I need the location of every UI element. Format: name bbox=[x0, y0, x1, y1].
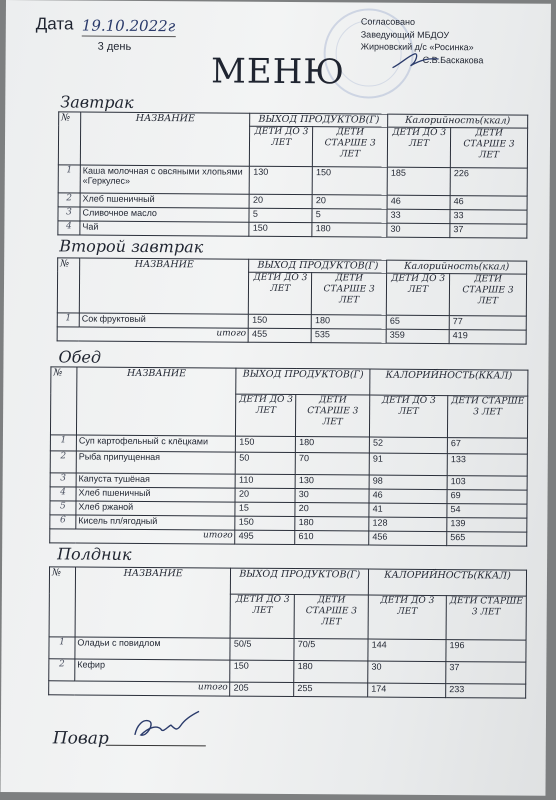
col-output-under3: ДЕТИ ДО 3 ЛЕТ bbox=[250, 126, 313, 166]
col-cal-under3: ДЕТИ ДО 3 ЛЕТ bbox=[387, 127, 450, 167]
table-row: 4 Хлеб пшеничный 20 30 46 69 bbox=[50, 487, 527, 504]
col-name: НАЗВАНИЕ bbox=[80, 112, 250, 166]
col-output-under3: ДЕТИ ДО 3 ЛЕТ bbox=[236, 394, 296, 436]
snack-table bbox=[48, 566, 527, 698]
col-output-over3: ДЕТИ СТАРШЕ 3 ЛЕТ bbox=[294, 595, 368, 640]
table-row: 5 Хлеб ржаной 15 20 41 54 bbox=[50, 501, 527, 518]
table-row: 2 Кефир 150 180 30 37 bbox=[49, 659, 526, 684]
col-cal-over3: ДЕТИ СТАРШЕ 3 ЛЕТ bbox=[447, 396, 527, 439]
date-value: 19.10.2022г bbox=[82, 17, 176, 38]
table-row: 1 Сок фруктовый 150 180 65 77 bbox=[57, 313, 526, 330]
col-output: ВЫХОД ПРОДУКТОВ(Г) bbox=[231, 568, 369, 595]
col-output: ВЫХОД ПРОДУКТОВ(Г) bbox=[236, 368, 370, 395]
cook-label: Повар bbox=[52, 728, 109, 749]
col-output-under3: ДЕТИ ДО 3 ЛЕТ bbox=[230, 594, 294, 638]
table-row: 2 Рыба припущенная 50 70 91 133 bbox=[50, 451, 527, 476]
table-row: 2 Хлеб пшеничный 20 20 46 46 bbox=[58, 193, 527, 210]
table-row: 1 Суп картофельный с клёцками 150 180 52 67 bbox=[50, 435, 527, 454]
col-cal-under3: ДЕТИ ДО 3 ЛЕТ bbox=[368, 595, 446, 640]
col-cal-under3: ДЕТИ ДО 3 ЛЕТ bbox=[370, 395, 448, 438]
col-name: НАЗВАНИЕ bbox=[75, 567, 231, 638]
section-title-snack: Полдник bbox=[57, 544, 132, 564]
col-output-over3: ДЕТИ СТАРШЕ 3 ЛЕТ bbox=[296, 395, 370, 438]
section-title-breakfast: Завтрак bbox=[60, 92, 134, 112]
breakfast-table bbox=[57, 111, 528, 238]
cook-signature bbox=[129, 705, 209, 746]
day-label: 3 день bbox=[97, 40, 132, 53]
second-breakfast-table bbox=[57, 257, 528, 344]
col-name: НАЗВАНИЕ bbox=[76, 367, 236, 436]
approver-name: С.В.Баскакова bbox=[422, 54, 484, 65]
col-output: ВЫХОД ПРОДУКТОВ(Г) bbox=[249, 259, 387, 273]
lunch-table bbox=[49, 366, 528, 546]
date-label: Дата bbox=[35, 14, 74, 34]
col-num: № bbox=[57, 258, 79, 313]
col-output-under3: ДЕТИ ДО 3 ЛЕТ bbox=[249, 272, 312, 314]
col-cal-over3: ДЕТИ СТАРШЕ 3 ЛЕТ bbox=[446, 596, 526, 641]
table-row: 1 Каша молочная с овсяными хлопьями «Геркулес» 130 150 185 226 bbox=[58, 165, 527, 196]
col-calories: Калорийность(ккал) bbox=[387, 260, 527, 274]
table-row: 4 Чай 150 180 30 37 bbox=[58, 221, 527, 238]
total-row: итого 495 610 456 565 bbox=[50, 529, 527, 546]
col-cal-over3: ДЕТИ СТАРШЕ 3 ЛЕТ bbox=[449, 274, 526, 317]
approval-line-3: Жирновский д/с «Росинка» bbox=[360, 41, 474, 53]
table-row: 6 Кисель пл/ягодный 150 180 128 139 bbox=[50, 515, 527, 532]
total-row: итого 205 255 174 233 bbox=[49, 681, 526, 698]
col-output-over3: ДЕТИ СТАРШЕ 3 ЛЕТ bbox=[312, 273, 387, 316]
table-row: 3 Сливочное масло 5 5 33 33 bbox=[58, 207, 527, 224]
col-num: № bbox=[58, 112, 80, 165]
approval-line-1: Согласовано bbox=[360, 16, 416, 27]
table-row: 1 Оладьи с повидлом 50/5 70/5 144 196 bbox=[49, 637, 526, 662]
section-title-lunch: Обед bbox=[58, 347, 102, 367]
approval-line-2: Заведующий МБДОУ bbox=[360, 28, 450, 40]
col-num: № bbox=[49, 567, 75, 637]
col-calories: КАЛОРИЙНОСТЬ(ККАЛ) bbox=[370, 369, 528, 396]
total-row: итого 455 535 359 419 bbox=[57, 327, 526, 344]
col-cal-under3: ДЕТИ ДО 3 ЛЕТ bbox=[386, 273, 449, 315]
col-num: № bbox=[50, 367, 76, 435]
col-cal-over3: ДЕТИ СТАРШЕ 3 ЛЕТ bbox=[450, 128, 527, 169]
col-output-over3: ДЕТИ СТАРШЕ 3 ЛЕТ bbox=[313, 127, 388, 168]
section-title-second-breakfast: Второй завтрак bbox=[59, 236, 204, 257]
col-name: НАЗВАНИЕ bbox=[79, 258, 249, 314]
col-calories: Калорийность(ккал) bbox=[388, 114, 528, 128]
col-calories: КАЛОРИЙНОСТЬ(ККАЛ) bbox=[368, 569, 526, 596]
table-row: 3 Капуста тушёная 110 130 98 103 bbox=[50, 473, 527, 490]
col-output: ВЫХОД ПРОДУКТОВ(Г) bbox=[250, 113, 388, 127]
page-title: МЕНЮ bbox=[210, 51, 346, 93]
